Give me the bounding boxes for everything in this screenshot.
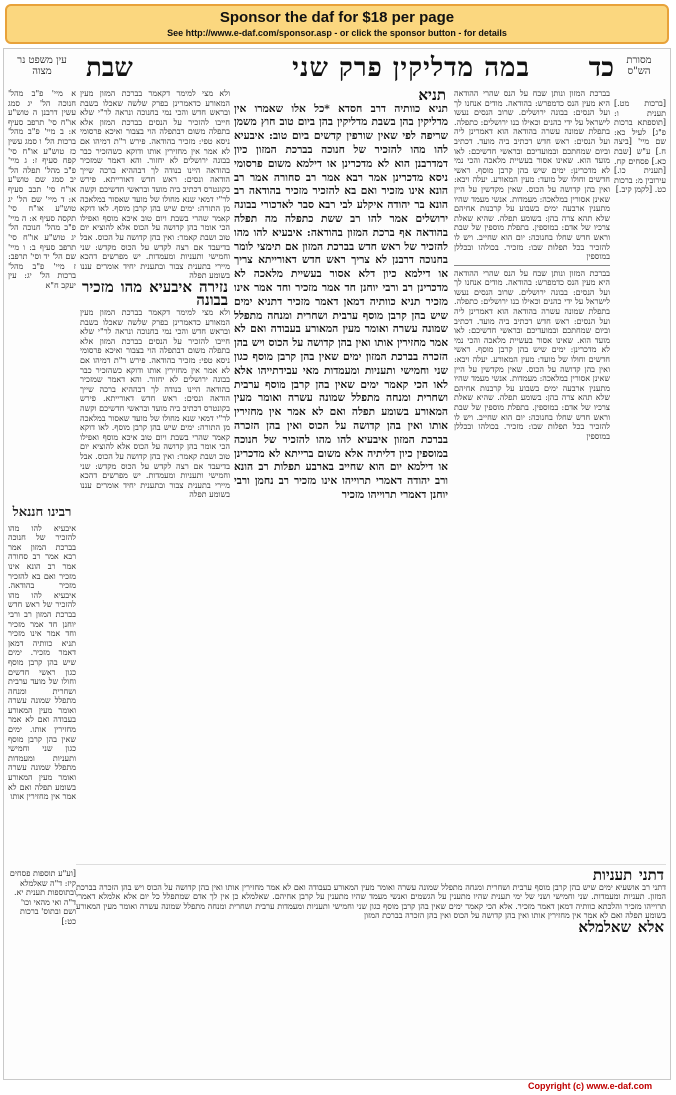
catchword-tanya: תניא xyxy=(418,89,446,104)
rabbeinu-chananel-title: רבינו חננאל xyxy=(12,505,72,520)
tosafot-text-cont: ולא מצי למימר דקאמר בברכת המזון מעין המאורע כדאמרינן בפרק שלשה שאכלו בשבת ובראש חדש והכי נמי בחנוכה ונראה לר"י שלא חייבו להזכיר על הנסים בברכת המזון אלא בתפלה משום דבתפלה הוי בצבור ואיכא פרסומי ניסא טפי: מזכיר בהודאה. פירש ר"ת דמיהו אם לא אמר אין מחזירין אותו ודוקא כשהזכיר כבר בבונה ירושלים לא יחזור. והא דאמר שמזכיר בהודאה היינו בנודה לך דבההיא ברכה שייך הודאה ונסים: ראש חדש דאורייתא. פירש בקונטרס דכתיב ביה מועד ובראשי חדשיכם וקשה לר"י דמאי שנא מחולו של מועד שאסור במלאכה מן התורה: ימים שיש בהן קרבן מוסף. לאו דוקא קאמר שהרי בשבת ויום טוב איכא מוסף ואפילו הכי אומר בהן קדושה על הכוס אלא להוציא יום טוב ושבת קאמר: ואין בהן קדושה על הכוס. אבל בדיעבד אם רצה לקדש על הכוס מקדש: שני וחמישי ותעניות ומעמדות. יש מפרשים דהכא מיירי בתענית צבור ובתענית יחיד אומרים עננו בשומע תפלה xyxy=(80,308,230,500)
ein-mishpat-column xyxy=(8,89,76,489)
rabbeinu-chananel-text: איבעיא להו מהו להזכיר של חנוכה בברכת המזון אמר רבא אמר רב סחורה אמר רב הונא אינו מזכיר ואם בא להזכיר מזכיר בהודאה. איבעיא להו מהו להזכיר של ראש חדש בברכת המזון רב ורבי יוחנן חד אמר מזכיר וחד אמר אינו מזכיר תניא כוותיה דמאן דאמר מזכיר. ימים שיש בהן קרבן מוסף כגון ראשי חדשים וחולו של מועד ערבית ושחרית ומנחה מתפלל שמונה עשרה ואומר מעין המאורע בעבודה ואם לא אמר מחזירין אותו. ימים שאין בהן קרבן מוסף כגון שני וחמישי ותעניות ומעמדות מתפלל שמונה עשרה ואומר מעין המאורע בשומע תפלה ואם לא אמר אין מחזירין אותו xyxy=(8,523,76,802)
rashi-text: בברכת המזון ונותן שבח על הנס שהרי ההודאה היא מעין הנס כדמפרש: בהודאה. מודים אנחנו לך ועל הנסים: בבונה ירושלים. שרוב הנסים נעשו לישראל על ידי כהנים וכאילו בנו ירושלים: כתפלה. בתפלת שמונה עשרה בהודאה הוא דאמרינן ליה ועל הנסים: ראש חדש דכתיב ביה מועד. דכתיב וביום שמחתכם ובמועדיכם ובראשי חדשיכם: לאו מועד הוא. שאינו אסור בעשיית מלאכה והכי נמי לא מדכרינן: ימים שיש בהן קרבן מוסף. ראשי חדשים וחולו של מועד: מעין המאורע. יעלה ויבא: ואין בהן קדושה על הכוס. שאין מקדשין על היין שאינן אסורין במלאכה: מעמדות. אנשי מעמד שהיו מתענין ארבעה ימים בשבוע על קרבנות אחיהם שלא תהא צרה בהן: בשומע תפלה. שהיא שאלת צרכיו של אדם: במוספין. בתפלת מוספין של שבת וראש חדש שחלו בחנוכה: יום הוא שחייב. ויש לו להזכיר בכל תפלות שבו: מזכיר. בכולהו ובכללן במוספין xyxy=(454,89,610,262)
catchword-iba'ya: איבעיא xyxy=(149,277,192,296)
catchword-mazkir: מזכיר xyxy=(82,277,114,296)
tosafot-text: ולא מצי למימר דקאמר בברכת המזון מעין המאורע כדאמרינן בפרק שלשה שאכלו בשבת ובראש חדש והכי נמי בחנוכה ונראה לר"י שלא חייבו להזכיר על הנסים בברכת המזון אלא בתפלה משום דבתפלה הוי בצבור ואיכא פרסומי ניסא טפי: מזכיר בהודאה. פירש ר"ת דמיהו אם לא אמר אין מחזירין אותו ודוקא כשהזכיר כבר בבונה ירושלים לא יחזור. והא דאמר שמזכיר בהודאה היינו בנודה לך דבההיא ברכה שייך הודאה ונסים: ראש חדש דאורייתא. פירש בקונטרס דכתיב ביה מועד ובראשי חדשיכם וקשה לר"י דמאי שנא מחולו של מועד שאסור במלאכה מן התורה: ימים שיש בהן קרבן מוסף. לאו דוקא קאמר שהרי בשבת ויום טוב איכא מוסף ואפילו הכי אומר בהן קדושה על הכוס אלא להוציא יום טוב ושבת קאמר: ואין בהן קדושה על הכוס. אבל בדיעבד אם רצה לקדש על הכוס מקדש: שני וחמישי ותעניות ומעמדות. יש מפרשים דהכא מיירי בתענית צבור ובתענית יחיד אומרים עננו בשומע תפלה xyxy=(80,89,230,281)
page-header xyxy=(4,53,670,81)
tosafot-column xyxy=(80,89,230,849)
bottom-text: דתני רב אושעיא ימים שיש בהן קרבן מוסף ערבית ושחרית ומנחה מתפלל שמונה עשרה ואומר מעין המאורע בעבודה ואם לא אמר מחזירין אותו ואין בהן קדושה על הכוס ויש בהן הזכרה בברכת המזון. תעניות ומעמדות. שני וחמישי ושני של ימי תענית שהיו מתענין על הגשמים ואנשי מעמד שהיו מתענין על קרבן אחיהם. שאלמלא כן אין לך אדם שמתפלל כל יום אלא אלמלא דאמרי תרוייהו מזכיר והלכתא כוותיה דמאן דאמר מזכיר. אלא הכי קאמר ימים שאין בהן קרבן מוסף כגון שני וחמישי ותעניות ומעמדות ערבית ושחרית ומנחה מתפלל שמונה עשרה ואומר מעין המאורע בשומע תפלה ואם לא אמר אין מחזירין אותו ואין בהן קדושה על הכוס ואין בהן הזכרה בברכת המזון xyxy=(76,882,666,921)
copyright-link[interactable]: Copyright (c) www.e-daf.com xyxy=(528,1081,653,1091)
sponsor-banner[interactable] xyxy=(5,4,669,44)
sponsor-subtitle[interactable]: See http://www.e-daf.com/sponsor.asp - or click the sponsor button - for details xyxy=(167,28,507,38)
sponsor-title[interactable]: Sponsor the daf for $18 per page xyxy=(219,9,455,26)
ein-mishpat-header: עין משפט נר מצוה xyxy=(17,55,67,77)
masechet-title: שבת xyxy=(86,53,133,83)
mesoret-text: [ברכות מט.] תענית ו: [תוספתא ברכות פ"ג] לעיל כא: שם מיי' [ביצה ח.] ע"ש [שבת כא.] פסחים קח. [תענית כו.] עירובין מ: ברכות כט. [לקמן קיב.] xyxy=(614,99,666,195)
mesoret-header: מסורת הש"ס xyxy=(626,55,652,77)
ein-mishpat-text: א מיי' פ"ב מהל' חנוכה הל' יג סמג עשין דרבנן ה טוש"ע או"ח סי' תרפב סעיף א: ב מיי' פ"ב מהל' ברכות הל' ו סמג עשין כז טוש"ע או"ח סי' קפח סעיף ז: ג מיי' פ"ב מהל' תפלה הל' יב סמג שם טוש"ע או"ח סי' תכב סעיף א: ד מיי' שם הל' יג טוש"ע או"ח סי' תקסה סעיף א: ה מיי' פ"ב מהל' חנוכה הל' יג טוש"ע או"ח סי' תרפב סעיף ב: ו מיי' שם הל' יד וסי' תרפב: ז מיי' פ"ב מהל' ברכות הל' יג: עין יעקב ח"א xyxy=(8,89,76,290)
catchword-dtani: דתני xyxy=(638,866,664,884)
daf-page xyxy=(3,48,671,1080)
divider xyxy=(454,265,610,266)
bottom-left-notes: [וע"ע תוספות פסחים קיז: ד"ה שאלמלא ובתוספות תענית יא. ד"ה ואי מהאי וכו' ושם ובתוס' ברכות כט:] xyxy=(9,869,76,926)
rashi-text-cont: בברכת המזון ונותן שבח על הנס שהרי ההודאה היא מעין הנס כדמפרש: בהודאה. מודים אנחנו לך ועל הנסים: בבונה ירושלים. שרוב הנסים נעשו לישראל על ידי כהנים וכאילו בנו ירושלים: כתפלה. בתפלת שמונה עשרה בהודאה הוא דאמרינן ליה ועל הנסים: ראש חדש דכתיב ביה מועד. דכתיב וביום שמחתכם ובמועדיכם ובראשי חדשיכם: לאו מועד הוא. שאינו אסור בעשיית מלאכה והכי נמי לא מדכרינן: ימים שיש בהן קרבן מוסף. ראשי חדשים וחולו של מועד: מעין המאורע. יעלה ויבא: ואין בהן קדושה על הכוס. שאין מקדשין על היין שאינן אסורין במלאכה: מעמדות. אנשי מעמד שהיו מתענין ארבעה ימים בשבוע על קרבנות אחיהם שלא תהא צרה בהן: בשומע תפלה. שהיא שאלת צרכיו של אדם: במוספין. בתפלת מוספין של שבת וראש חדש שחלו בחנוכה: יום הוא שחייב. ויש לו להזכיר בכל תפלות שבו: מזכיר. בכולהו ובכללן במוספין xyxy=(454,268,610,441)
daf-number: כד xyxy=(588,53,614,83)
catchword-ta'aniyot: תעניות xyxy=(592,866,633,884)
gemara-text: תניא כוותיה דרב חסדא *כל אלו שאמרו אין מדליקין בהן בשבת מדליקין בהן ביום טוב חוץ משמן שריפה לפי שאין שורפין קדשים ביום טוב: איבעיא להו מהו להזכיר של חנוכה בברכת המזון כיון דמדרבנן הוא לא מדכרינן או דילמא משום פרסומי ניסא מדכרינן אמר רבא אמר רב סחורה אמר רב הונא אינו מזכיר ואם בא להזכיר מזכיר בהודאה רב הונא בר יהודה איקלע לבי רבא סבר לאדכורי בבונה ירושלים אמר להו רב ששת כתפלה מה תפלה בהודאה אף ברכת המזון בהודאה: איבעיא להו מהו להזכיר של ראש חדש בברכת המזון אם תימצי לומר בחנוכה דרבנן לא צריך ראש חדש דאורייתא צריך או דילמא כיון דלא אסור בעשיית מלאכה לא מדכרינן רב ורבי יוחנן חד אמר מזכיר וחד אמר אינו מזכיר תניא כוותיה דמאן דאמר מזכיר דתניא ימים שיש בהן קרבן מוסף ערבית ושחרית ומנחה מתפלל שמונה עשרה ואומר מעין המאורע בעבודה ואם לא אמר מחזירין אותו ואין בהן קדושה על הכוס ויש בהן הזכרה בברכת המזון ימים שאין בהן קרבן מוסף כגון שני וחמישי ותעניות ומעמדות מאי עבידתייהו אלא לאו הכי קאמר ימים שאין בהן קרבן מוסף ערבית ושחרית ומנחה מתפלל שמונה עשרה ואומר מעין המאורע בשומע תפלה ואם לא אמר אין מחזירין אותו ואין בהן קדושה על הכוס ואין בהן הזכרה בברכת המזון איבעיא להו מהו להזכיר של חנוכה במוספין כיון דליתיה אלא משום ברייתא לא מדכרינן או דילמא יום הוא שחייב בארבע תפלות רב הונא ורב יהודה דאמרי תרוייהו אינו מזכיר רב נחמן ורבי יוחנן דאמרי תרוייהו מזכיר xyxy=(234,102,448,501)
catchword-shalmah: שאלמלא xyxy=(578,917,632,936)
rabbeinu-chananel-column xyxy=(8,504,76,924)
mesoret-column xyxy=(614,89,666,849)
catchword-bonah: בבונה xyxy=(196,291,228,310)
gemara-column xyxy=(234,89,448,859)
catchword-ela: אלא xyxy=(637,917,664,936)
rashi-column xyxy=(454,89,610,849)
perek-title: במה מדליקין פרק שני xyxy=(292,53,530,83)
bottom-commentary xyxy=(76,864,666,1039)
catchword-nezirah: נזירה xyxy=(199,277,229,296)
catchword-mahu: מהו xyxy=(120,277,143,296)
